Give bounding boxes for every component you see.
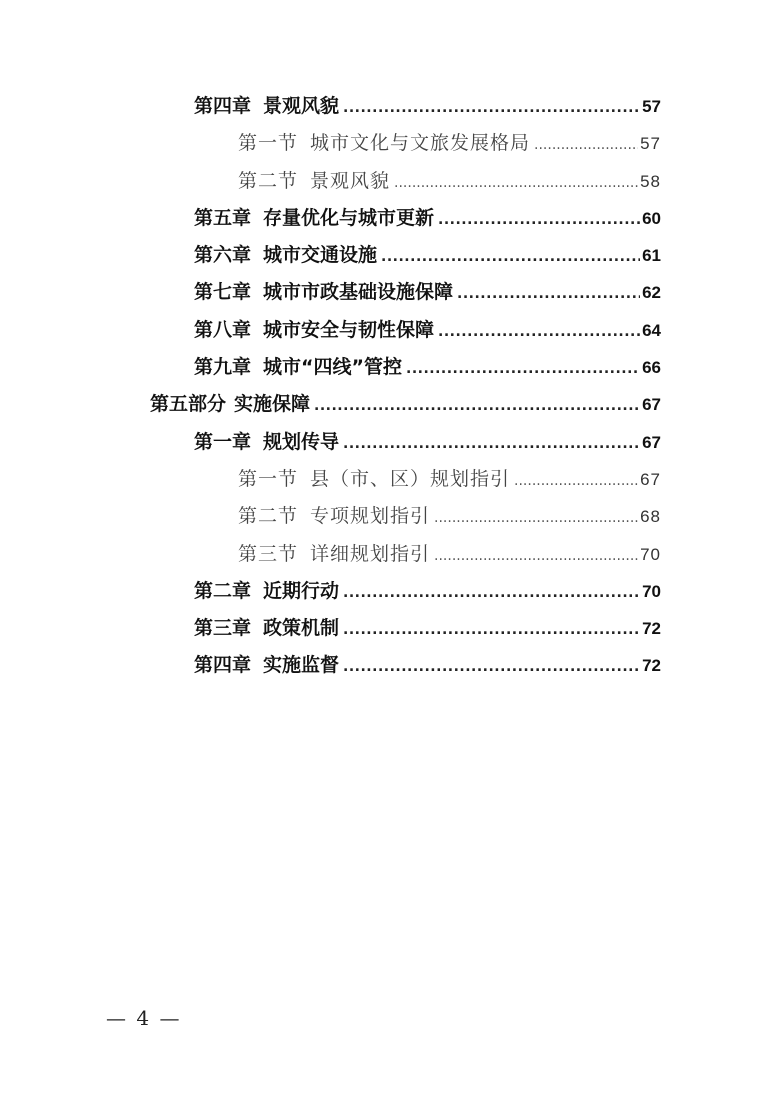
toc-entry-section[interactable] bbox=[0, 163, 773, 200]
toc-entry-title: 存量优化与城市更新 bbox=[263, 206, 435, 229]
toc-entry-page: 72 bbox=[642, 619, 661, 639]
toc-entry-page: 57 bbox=[640, 134, 661, 154]
table-of-contents bbox=[0, 88, 773, 685]
toc-entry-number: 第七章 bbox=[194, 281, 252, 304]
toc-leader-dots bbox=[381, 239, 640, 276]
toc-leader-dots bbox=[343, 90, 640, 127]
toc-entry-page: 66 bbox=[642, 358, 661, 378]
toc-entry-page: 57 bbox=[642, 97, 661, 116]
toc-entry-chapter[interactable] bbox=[0, 312, 773, 349]
toc-entry-page: 67 bbox=[642, 432, 661, 452]
toc-entry-title: 实施监督 bbox=[263, 654, 340, 677]
toc-entry-title: 城市交通设施 bbox=[263, 244, 378, 267]
toc-entry-chapter[interactable] bbox=[0, 349, 773, 386]
toc-entry-title: 专项规划指引 bbox=[310, 505, 431, 528]
toc-leader-dots bbox=[457, 276, 640, 313]
toc-entry-page: 70 bbox=[642, 581, 661, 601]
toc-entry-chapter[interactable] bbox=[0, 237, 773, 274]
toc-entry-title: 城市“四线”管控 bbox=[263, 356, 402, 379]
toc-entry-title: 县（市、区）规划指引 bbox=[310, 467, 511, 490]
toc-entry-number: 第八章 bbox=[194, 318, 252, 341]
toc-entry-section[interactable] bbox=[0, 125, 773, 162]
toc-entry-number: 第五部分 bbox=[150, 393, 227, 416]
toc-entry-chapter[interactable] bbox=[0, 88, 773, 125]
toc-entry-page: 64 bbox=[642, 320, 661, 340]
toc-leader-dots bbox=[434, 538, 638, 575]
toc-leader-dots bbox=[343, 612, 640, 649]
toc-entry-number: 第一章 bbox=[194, 430, 252, 453]
toc-entry-chapter[interactable] bbox=[0, 274, 773, 311]
toc-entry-number: 第四章 bbox=[194, 95, 252, 117]
toc-leader-dots bbox=[343, 575, 640, 612]
toc-entry-number: 第九章 bbox=[194, 356, 252, 379]
toc-leader-dots bbox=[406, 351, 640, 388]
toc-leader-dots bbox=[534, 127, 638, 164]
toc-entry-title: 政策机制 bbox=[263, 617, 340, 640]
toc-entry-chapter[interactable] bbox=[0, 573, 773, 610]
toc-entry-title: 详细规划指引 bbox=[310, 542, 431, 565]
toc-entry-page: 68 bbox=[640, 507, 661, 527]
toc-entry-page: 60 bbox=[642, 208, 661, 228]
toc-entry-number: 第三节 bbox=[238, 542, 299, 565]
toc-entry-page: 67 bbox=[640, 469, 661, 489]
toc-entry-title: 规划传导 bbox=[263, 430, 340, 453]
toc-leader-dots bbox=[314, 388, 640, 425]
toc-entry-number: 第五章 bbox=[194, 206, 252, 229]
toc-entry-title: 实施保障 bbox=[234, 393, 311, 416]
toc-leader-dots bbox=[434, 500, 638, 537]
toc-entry-section[interactable] bbox=[0, 536, 773, 573]
toc-leader-dots bbox=[343, 649, 640, 686]
toc-entry-page: 62 bbox=[642, 283, 661, 303]
toc-entry-number: 第一节 bbox=[238, 132, 299, 155]
toc-entry-number: 第四章 bbox=[194, 654, 252, 677]
toc-entry-title: 城市安全与韧性保障 bbox=[263, 318, 435, 341]
toc-entry-title: 景观风貌 bbox=[263, 95, 340, 117]
toc-leader-dots bbox=[394, 165, 638, 202]
toc-entry-section[interactable] bbox=[0, 461, 773, 498]
toc-entry-title: 城市市政基础设施保障 bbox=[263, 281, 454, 304]
toc-entry-part[interactable] bbox=[0, 386, 773, 423]
toc-leader-dots bbox=[343, 426, 640, 463]
toc-entry-chapter[interactable] bbox=[0, 647, 773, 684]
toc-entry-chapter[interactable] bbox=[0, 200, 773, 237]
toc-entry-title: 景观风貌 bbox=[310, 169, 391, 192]
toc-entry-page: 72 bbox=[642, 656, 661, 676]
toc-entry-number: 第二节 bbox=[238, 169, 299, 192]
toc-entry-number: 第一节 bbox=[238, 467, 299, 490]
toc-entry-number: 第二节 bbox=[238, 505, 299, 528]
toc-entry-page: 70 bbox=[640, 544, 661, 564]
toc-leader-dots bbox=[514, 463, 638, 500]
toc-entry-title: 近期行动 bbox=[263, 579, 340, 602]
toc-entry-chapter[interactable] bbox=[0, 610, 773, 647]
toc-leader-dots bbox=[438, 314, 640, 351]
toc-entry-page: 61 bbox=[642, 246, 661, 266]
toc-leader-dots bbox=[438, 202, 640, 239]
page-number: — 4 — bbox=[106, 1006, 182, 1030]
toc-entry-section[interactable] bbox=[0, 498, 773, 535]
toc-entry-title: 城市文化与文旅发展格局 bbox=[310, 132, 531, 155]
toc-entry-number: 第二章 bbox=[194, 579, 252, 602]
toc-entry-number: 第六章 bbox=[194, 244, 252, 267]
toc-entry-chapter[interactable] bbox=[0, 424, 773, 461]
toc-entry-page: 58 bbox=[640, 171, 661, 191]
toc-entry-page: 67 bbox=[642, 395, 661, 415]
toc-entry-number: 第三章 bbox=[194, 617, 252, 640]
